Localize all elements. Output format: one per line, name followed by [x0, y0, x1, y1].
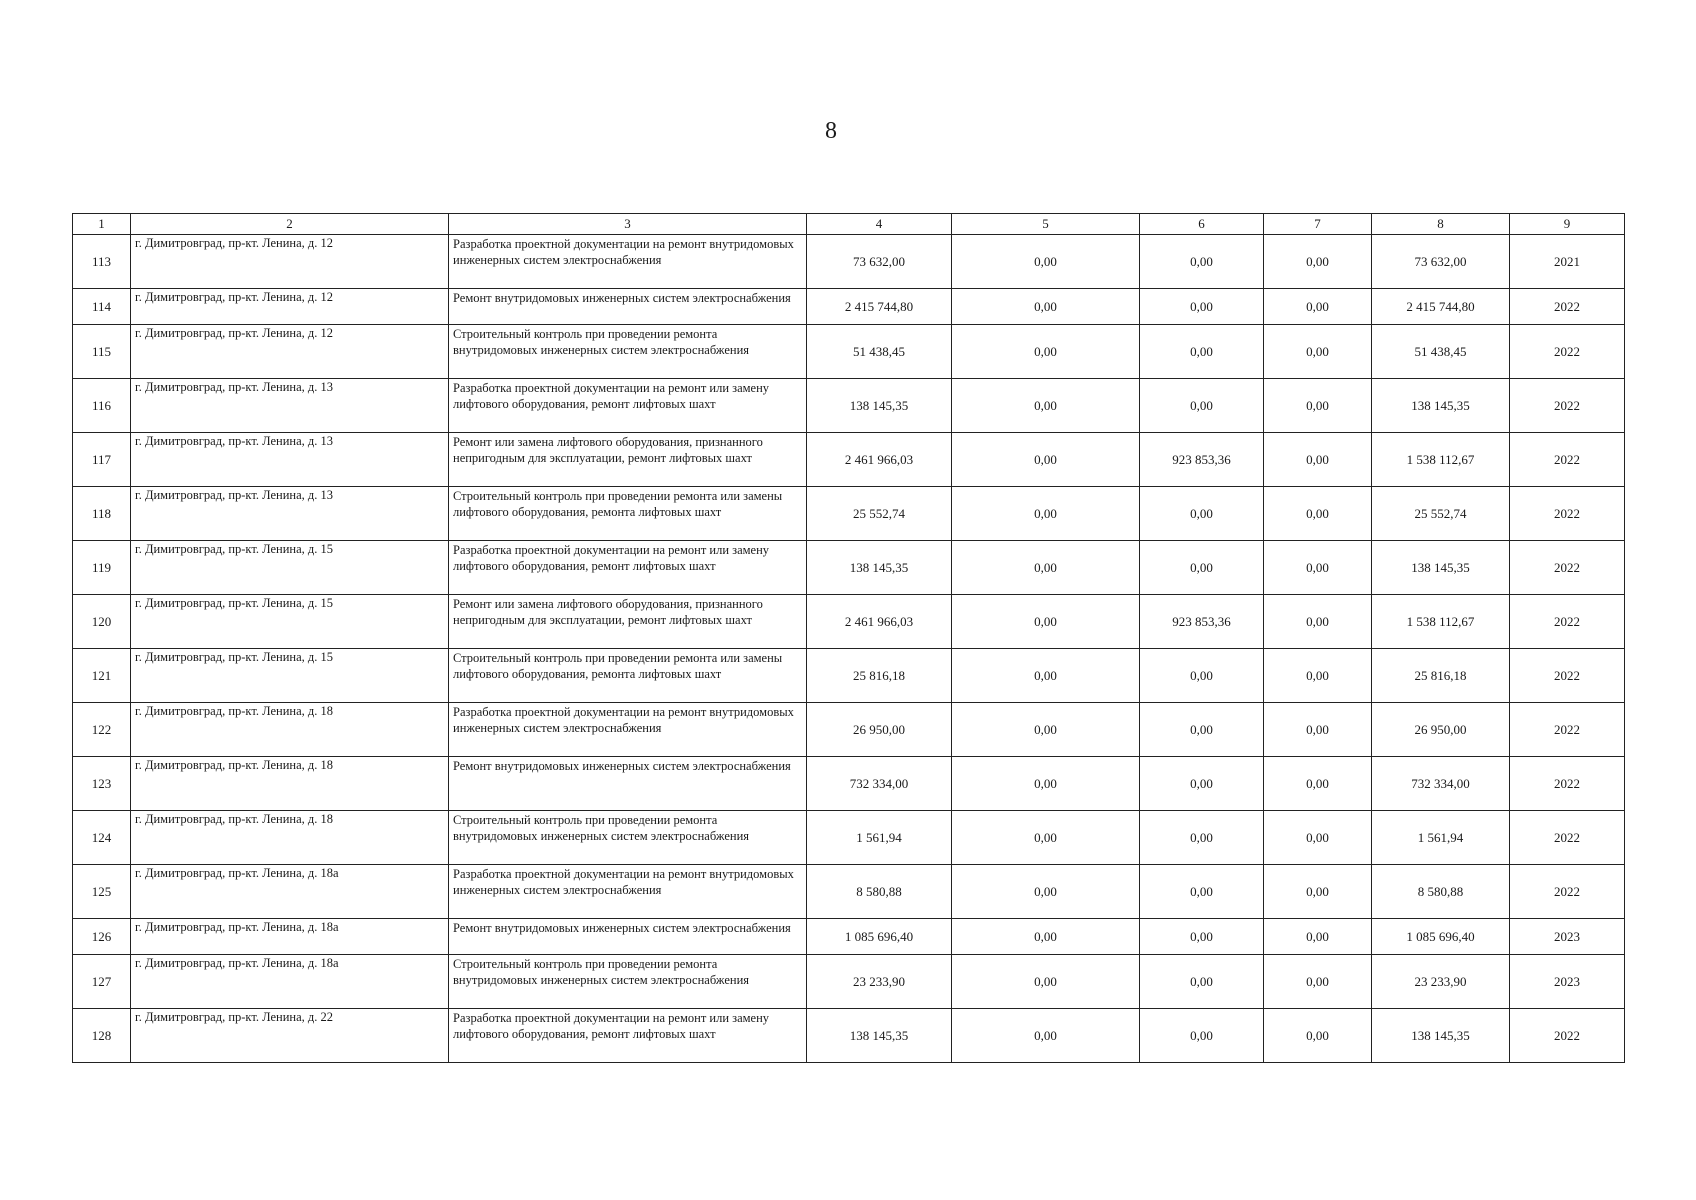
page-number: 8 — [825, 118, 837, 144]
value-cell-5: 0,00 — [952, 541, 1140, 595]
address-cell: г. Димитровград, пр-кт. Ленина, д. 18 — [131, 757, 449, 811]
value-cell-6: 923 853,36 — [1140, 595, 1264, 649]
header-cell-4: 4 — [807, 214, 952, 235]
value-cell-8: 26 950,00 — [1372, 703, 1510, 757]
value-cell-4: 138 145,35 — [807, 379, 952, 433]
header-cell-2: 2 — [131, 214, 449, 235]
value-cell-6: 0,00 — [1140, 865, 1264, 919]
row-number: 126 — [73, 919, 131, 955]
work-description-cell: Ремонт или замена лифтового оборудования, признанного непригодным для эксплуатации, ремонт лифтовых шахт — [449, 595, 807, 649]
value-cell-5: 0,00 — [952, 703, 1140, 757]
value-cell-6: 0,00 — [1140, 919, 1264, 955]
row-number: 119 — [73, 541, 131, 595]
value-cell-7: 0,00 — [1264, 433, 1372, 487]
year-cell: 2021 — [1510, 235, 1625, 289]
value-cell-8: 8 580,88 — [1372, 865, 1510, 919]
address-cell: г. Димитровград, пр-кт. Ленина, д. 18а — [131, 955, 449, 1009]
work-description-cell: Строительный контроль при проведении ремонта внутридомовых инженерных систем электроснабжения — [449, 325, 807, 379]
table-body — [73, 235, 1625, 1063]
value-cell-8: 138 145,35 — [1372, 541, 1510, 595]
work-description-cell: Разработка проектной документации на ремонт внутридомовых инженерных систем электроснабжения — [449, 703, 807, 757]
value-cell-7: 0,00 — [1264, 325, 1372, 379]
work-description-cell: Ремонт внутридомовых инженерных систем электроснабжения — [449, 919, 807, 955]
value-cell-5: 0,00 — [952, 1009, 1140, 1063]
work-description-cell: Разработка проектной документации на ремонт или замену лифтового оборудования, ремонт лифтовых шахт — [449, 379, 807, 433]
year-cell: 2022 — [1510, 811, 1625, 865]
address-cell: г. Димитровград, пр-кт. Ленина, д. 15 — [131, 541, 449, 595]
row-number: 120 — [73, 595, 131, 649]
value-cell-7: 0,00 — [1264, 811, 1372, 865]
header-cell-6: 6 — [1140, 214, 1264, 235]
value-cell-8: 138 145,35 — [1372, 1009, 1510, 1063]
value-cell-7: 0,00 — [1264, 1009, 1372, 1063]
address-cell: г. Димитровград, пр-кт. Ленина, д. 12 — [131, 325, 449, 379]
year-cell: 2022 — [1510, 433, 1625, 487]
value-cell-6: 923 853,36 — [1140, 433, 1264, 487]
table-row — [73, 433, 1625, 487]
value-cell-7: 0,00 — [1264, 487, 1372, 541]
value-cell-5: 0,00 — [952, 325, 1140, 379]
table-row — [73, 919, 1625, 955]
header-cell-1: 1 — [73, 214, 131, 235]
value-cell-4: 138 145,35 — [807, 541, 952, 595]
year-cell: 2022 — [1510, 289, 1625, 325]
value-cell-7: 0,00 — [1264, 757, 1372, 811]
year-cell: 2022 — [1510, 541, 1625, 595]
value-cell-4: 1 561,94 — [807, 811, 952, 865]
row-number: 113 — [73, 235, 131, 289]
address-cell: г. Димитровград, пр-кт. Ленина, д. 18а — [131, 865, 449, 919]
value-cell-7: 0,00 — [1264, 235, 1372, 289]
year-cell: 2022 — [1510, 757, 1625, 811]
value-cell-4: 23 233,90 — [807, 955, 952, 1009]
address-cell: г. Димитровград, пр-кт. Ленина, д. 15 — [131, 595, 449, 649]
value-cell-4: 2 461 966,03 — [807, 433, 952, 487]
address-cell: г. Димитровград, пр-кт. Ленина, д. 13 — [131, 379, 449, 433]
address-cell: г. Димитровград, пр-кт. Ленина, д. 12 — [131, 235, 449, 289]
row-number: 127 — [73, 955, 131, 1009]
work-description-cell: Разработка проектной документации на ремонт внутридомовых инженерных систем электроснабжения — [449, 235, 807, 289]
value-cell-7: 0,00 — [1264, 541, 1372, 595]
value-cell-6: 0,00 — [1140, 235, 1264, 289]
value-cell-4: 1 085 696,40 — [807, 919, 952, 955]
work-description-cell: Строительный контроль при проведении ремонта внутридомовых инженерных систем электроснабжения — [449, 811, 807, 865]
value-cell-6: 0,00 — [1140, 541, 1264, 595]
value-cell-6: 0,00 — [1140, 289, 1264, 325]
value-cell-5: 0,00 — [952, 757, 1140, 811]
table-row — [73, 649, 1625, 703]
value-cell-7: 0,00 — [1264, 955, 1372, 1009]
value-cell-7: 0,00 — [1264, 289, 1372, 325]
value-cell-4: 8 580,88 — [807, 865, 952, 919]
work-description-cell: Ремонт или замена лифтового оборудования, признанного непригодным для эксплуатации, ремонт лифтовых шахт — [449, 433, 807, 487]
work-description-cell: Ремонт внутридомовых инженерных систем электроснабжения — [449, 289, 807, 325]
header-cell-7: 7 — [1264, 214, 1372, 235]
work-description-cell: Ремонт внутридомовых инженерных систем электроснабжения — [449, 757, 807, 811]
year-cell: 2022 — [1510, 379, 1625, 433]
row-number: 125 — [73, 865, 131, 919]
value-cell-4: 51 438,45 — [807, 325, 952, 379]
value-cell-6: 0,00 — [1140, 757, 1264, 811]
value-cell-5: 0,00 — [952, 433, 1140, 487]
table-row — [73, 703, 1625, 757]
table-row — [73, 379, 1625, 433]
work-description-cell: Разработка проектной документации на ремонт или замену лифтового оборудования, ремонт лифтовых шахт — [449, 1009, 807, 1063]
row-number: 114 — [73, 289, 131, 325]
value-cell-8: 25 816,18 — [1372, 649, 1510, 703]
table-row — [73, 865, 1625, 919]
value-cell-8: 1 085 696,40 — [1372, 919, 1510, 955]
row-number: 118 — [73, 487, 131, 541]
table-row — [73, 595, 1625, 649]
year-cell: 2022 — [1510, 865, 1625, 919]
header-row — [73, 214, 1625, 235]
value-cell-6: 0,00 — [1140, 379, 1264, 433]
row-number: 117 — [73, 433, 131, 487]
header-cell-5: 5 — [952, 214, 1140, 235]
table-row — [73, 289, 1625, 325]
address-cell: г. Димитровград, пр-кт. Ленина, д. 13 — [131, 487, 449, 541]
value-cell-5: 0,00 — [952, 379, 1140, 433]
header-cell-3: 3 — [449, 214, 807, 235]
address-cell: г. Димитровград, пр-кт. Ленина, д. 18 — [131, 811, 449, 865]
row-number: 121 — [73, 649, 131, 703]
row-number: 116 — [73, 379, 131, 433]
value-cell-6: 0,00 — [1140, 811, 1264, 865]
value-cell-5: 0,00 — [952, 595, 1140, 649]
value-cell-5: 0,00 — [952, 235, 1140, 289]
work-description-cell: Разработка проектной документации на ремонт внутридомовых инженерных систем электроснабжения — [449, 865, 807, 919]
value-cell-4: 2 415 744,80 — [807, 289, 952, 325]
value-cell-5: 0,00 — [952, 955, 1140, 1009]
value-cell-5: 0,00 — [952, 919, 1140, 955]
row-number: 122 — [73, 703, 131, 757]
value-cell-7: 0,00 — [1264, 379, 1372, 433]
value-cell-5: 0,00 — [952, 289, 1140, 325]
value-cell-4: 138 145,35 — [807, 1009, 952, 1063]
address-cell: г. Димитровград, пр-кт. Ленина, д. 22 — [131, 1009, 449, 1063]
value-cell-7: 0,00 — [1264, 919, 1372, 955]
value-cell-4: 732 334,00 — [807, 757, 952, 811]
row-number: 123 — [73, 757, 131, 811]
table-row — [73, 811, 1625, 865]
work-description-cell: Строительный контроль при проведении ремонта или замены лифтового оборудования, ремонта лифтовых шахт — [449, 649, 807, 703]
value-cell-6: 0,00 — [1140, 649, 1264, 703]
table-row — [73, 955, 1625, 1009]
work-description-cell: Строительный контроль при проведении ремонта или замены лифтового оборудования, ремонта лифтовых шахт — [449, 487, 807, 541]
value-cell-4: 25 816,18 — [807, 649, 952, 703]
value-cell-5: 0,00 — [952, 865, 1140, 919]
value-cell-7: 0,00 — [1264, 865, 1372, 919]
address-cell: г. Димитровград, пр-кт. Ленина, д. 12 — [131, 289, 449, 325]
value-cell-8: 1 561,94 — [1372, 811, 1510, 865]
address-cell: г. Димитровград, пр-кт. Ленина, д. 13 — [131, 433, 449, 487]
row-number: 124 — [73, 811, 131, 865]
value-cell-7: 0,00 — [1264, 649, 1372, 703]
value-cell-4: 2 461 966,03 — [807, 595, 952, 649]
value-cell-5: 0,00 — [952, 649, 1140, 703]
value-cell-5: 0,00 — [952, 811, 1140, 865]
value-cell-8: 23 233,90 — [1372, 955, 1510, 1009]
value-cell-7: 0,00 — [1264, 703, 1372, 757]
value-cell-4: 26 950,00 — [807, 703, 952, 757]
table-row — [73, 1009, 1625, 1063]
table-row — [73, 487, 1625, 541]
address-cell: г. Димитровград, пр-кт. Ленина, д. 18 — [131, 703, 449, 757]
header-cell-8: 8 — [1372, 214, 1510, 235]
year-cell: 2022 — [1510, 487, 1625, 541]
year-cell: 2022 — [1510, 325, 1625, 379]
year-cell: 2022 — [1510, 649, 1625, 703]
value-cell-8: 1 538 112,67 — [1372, 595, 1510, 649]
year-cell: 2022 — [1510, 703, 1625, 757]
table-row — [73, 757, 1625, 811]
value-cell-8: 138 145,35 — [1372, 379, 1510, 433]
year-cell: 2022 — [1510, 1009, 1625, 1063]
value-cell-8: 25 552,74 — [1372, 487, 1510, 541]
year-cell: 2023 — [1510, 919, 1625, 955]
work-plan-table-container — [72, 213, 1624, 1063]
value-cell-6: 0,00 — [1140, 487, 1264, 541]
value-cell-4: 73 632,00 — [807, 235, 952, 289]
value-cell-7: 0,00 — [1264, 595, 1372, 649]
address-cell: г. Димитровград, пр-кт. Ленина, д. 15 — [131, 649, 449, 703]
value-cell-8: 1 538 112,67 — [1372, 433, 1510, 487]
work-plan-table — [72, 213, 1625, 1063]
header-cell-9: 9 — [1510, 214, 1625, 235]
row-number: 128 — [73, 1009, 131, 1063]
value-cell-6: 0,00 — [1140, 703, 1264, 757]
address-cell: г. Димитровград, пр-кт. Ленина, д. 18а — [131, 919, 449, 955]
value-cell-6: 0,00 — [1140, 325, 1264, 379]
value-cell-8: 51 438,45 — [1372, 325, 1510, 379]
row-number: 115 — [73, 325, 131, 379]
work-description-cell: Разработка проектной документации на ремонт или замену лифтового оборудования, ремонт лифтовых шахт — [449, 541, 807, 595]
year-cell: 2022 — [1510, 595, 1625, 649]
value-cell-8: 732 334,00 — [1372, 757, 1510, 811]
value-cell-8: 73 632,00 — [1372, 235, 1510, 289]
value-cell-6: 0,00 — [1140, 1009, 1264, 1063]
table-row — [73, 541, 1625, 595]
table-row — [73, 235, 1625, 289]
work-description-cell: Строительный контроль при проведении ремонта внутридомовых инженерных систем электроснабжения — [449, 955, 807, 1009]
year-cell: 2023 — [1510, 955, 1625, 1009]
value-cell-4: 25 552,74 — [807, 487, 952, 541]
table-row — [73, 325, 1625, 379]
value-cell-5: 0,00 — [952, 487, 1140, 541]
value-cell-6: 0,00 — [1140, 955, 1264, 1009]
value-cell-8: 2 415 744,80 — [1372, 289, 1510, 325]
